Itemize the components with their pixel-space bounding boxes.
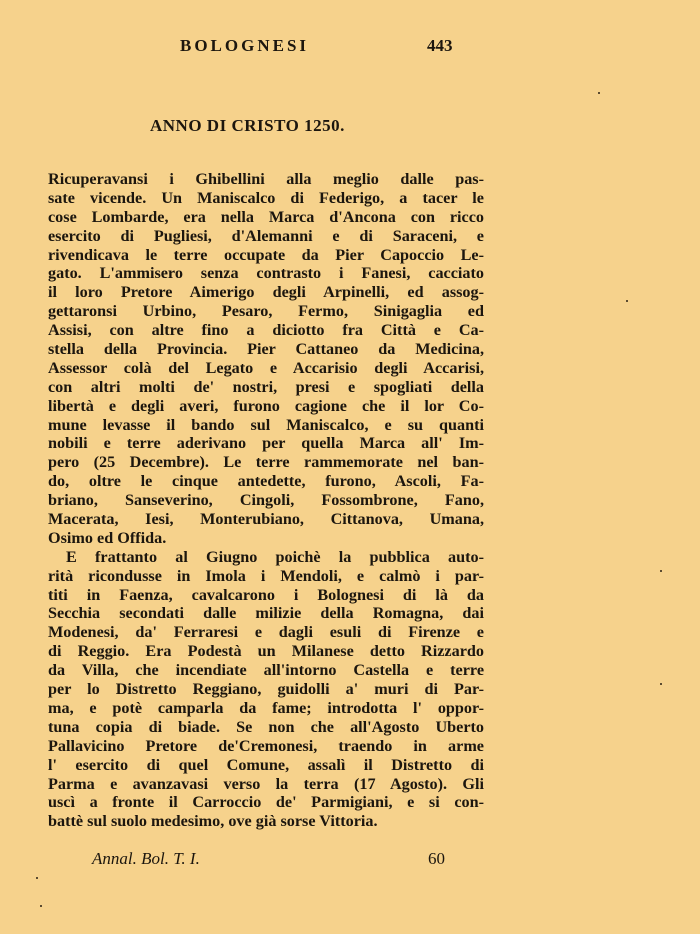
text-line: Assisi, con altre fino a diciotto fra Città e Ca- — [48, 321, 484, 340]
text-line: Secchia secondati dalle milizie della Romagna, dai — [48, 604, 484, 623]
running-head: BOLOGNESI — [180, 36, 310, 55]
text-line: briano, Sanseverino, Cingoli, Fossombrone, Fano, — [48, 491, 484, 510]
text-line: battè sul suolo medesimo, ove già sorse Vittoria. — [48, 812, 378, 831]
scan-speck — [598, 92, 600, 94]
page-number: 443 — [427, 36, 453, 55]
text-line: il loro Pretore Aimerigo degli Arpinelli, ed assog- — [48, 283, 484, 302]
text-line: E frattanto al Giugno poichè la pubblica auto- — [66, 547, 484, 566]
text-line: l' esercito di quel Comune, assalì il Distretto di — [48, 755, 484, 774]
text-line: per lo Distretto Reggiano, guidolli a' muri di Par- — [48, 680, 484, 699]
text-line: da Villa, che incendiate all'intorno Castella e terre — [48, 661, 484, 680]
scan-speck — [660, 683, 662, 685]
text-line: mune levasse il bando sul Maniscalco, e su quanti — [48, 415, 484, 434]
footer-sheet-number: 60 — [428, 849, 445, 868]
text-line: uscì a fronte il Carroccio de' Parmigiani, e si con- — [48, 793, 484, 812]
text-line: Osimo ed Offida. — [48, 528, 167, 547]
scan-speck — [626, 300, 628, 302]
text-line: nobili e terre aderivano per quella Marca all' Im- — [48, 434, 484, 453]
section-title: ANNO DI CRISTO 1250. — [150, 116, 345, 135]
text-line: sate vicende. Un Maniscalco di Federigo, a tacer le — [48, 188, 484, 207]
text-line: Pallavicino Pretore de'Cremonesi, traendo in arme — [48, 736, 484, 755]
text-line: con altri molti de' nostri, presi e spogliati della — [48, 377, 484, 396]
text-line: do, oltre le cinque antedette, furono, Ascoli, Fa- — [48, 472, 484, 491]
text-line: Parma e avanzavasi verso la terra (17 Agosto). Gli — [48, 774, 484, 793]
scan-speck — [40, 905, 42, 907]
text-line: libertà e degli averi, furono cagione che il lor Co- — [48, 396, 484, 415]
text-line: pero (25 Decembre). Le terre rammemorate nel ban- — [48, 453, 484, 472]
text-line: Assessor colà del Legato e Accarisio degli Accarisi, — [48, 358, 484, 377]
text-line: cose Lombarde, era nella Marca d'Ancona con ricco — [48, 207, 484, 226]
text-line: Macerata, Iesi, Monterubiano, Cittanova, Umana, — [48, 510, 484, 529]
text-line: rivendicava le terre occupate da Pier Capoccio Le- — [48, 245, 484, 264]
text-line: di Reggio. Era Podestà un Milanese detto Rizzardo — [48, 642, 484, 661]
text-line: gato. L'ammisero senza contrasto i Fanesi, cacciato — [48, 264, 484, 283]
text-line: rità ricondusse in Imola i Mendoli, e calmò i par- — [48, 566, 484, 585]
text-line: titi in Faenza, cavalcarono i Bolognesi di là da — [48, 585, 484, 604]
text-line: ma, e potè camparla da fame; introdotta l' oppor- — [48, 698, 484, 717]
body-text — [48, 170, 484, 831]
scan-speck — [36, 877, 38, 879]
text-line: gettaronsi Urbino, Pesaro, Fermo, Sinigaglia ed — [48, 302, 484, 321]
text-line: Modenesi, da' Ferraresi e dagli esuli di Firenze e — [48, 623, 484, 642]
footer-signature: Annal. Bol. T. I. — [92, 849, 200, 868]
text-line: Ricuperavansi i Ghibellini alla meglio dalle pas- — [48, 170, 484, 188]
text-line: stella della Provincia. Pier Cattaneo da Medicina, — [48, 340, 484, 359]
text-line: esercito di Pugliesi, d'Alemanni e di Saraceni, e — [48, 226, 484, 245]
text-line: tuna copia di biade. Se non che all'Agosto Uberto — [48, 717, 484, 736]
scan-speck — [660, 570, 662, 572]
